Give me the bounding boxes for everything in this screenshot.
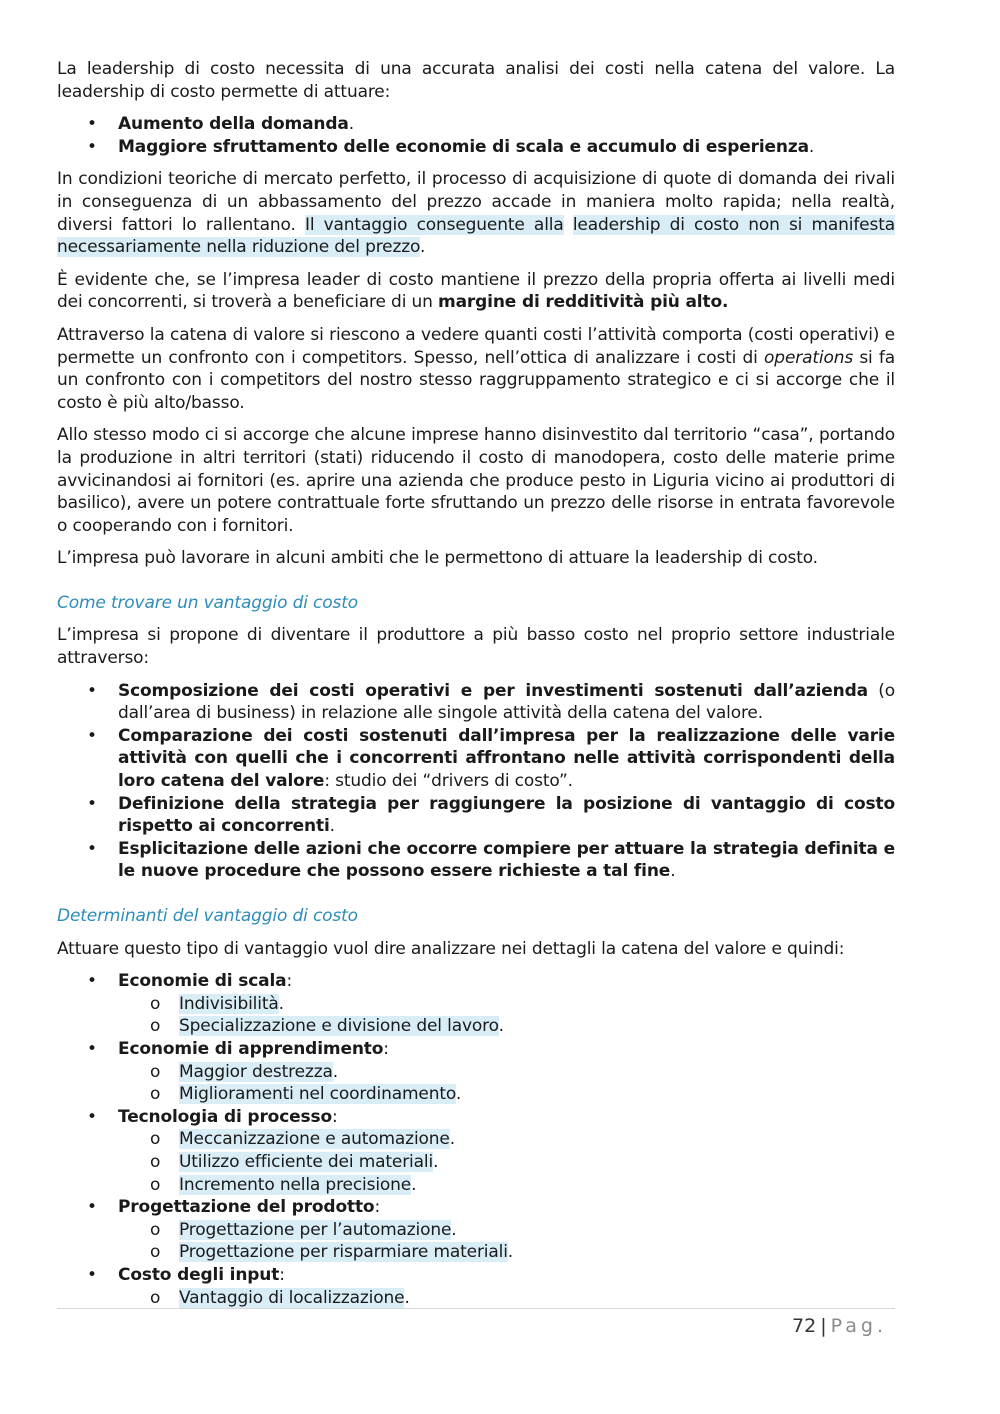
list-item: • Economie di apprendimento: o Maggior destrezza. o Miglioramenti nel coordinamento. xyxy=(57,1038,895,1106)
list-item: • Progettazione del prodotto: o Progettazione per l’automazione. o Progettazione per risparmiare materiali. xyxy=(57,1196,895,1264)
sub-list-item: o Incremento nella precisione. xyxy=(118,1174,895,1197)
paragraph-relocation: Allo stesso modo ci si accorge che alcune imprese hanno disinvestito dal territorio “casa”, portando la produzione in altri territori (stati) riducendo il costo di manodopera, costo delle materie prime avvicinandosi ai fornitori (es. aprire una azienda che produce pesto in Liguria vicino ai produttori di basilico), avere un potere contrattuale forte sfruttando un prezzo delle risorse in entrata favorevole o cooperando con i fornitori. xyxy=(57,425,895,536)
list-item: • Definizione della strategia per raggiungere la posizione di vantaggio di costo rispetto ai concorrenti. xyxy=(57,793,895,838)
bold-text: Costo degli input xyxy=(118,1264,280,1285)
sub-list xyxy=(118,1287,895,1310)
bold-text: Tecnologia di processo xyxy=(118,1106,332,1127)
section-heading: Come trovare un vantaggio di costo xyxy=(57,592,358,613)
sub-list-item: o Miglioramenti nel coordinamento. xyxy=(118,1083,895,1106)
bold-text: Aumento della domanda xyxy=(118,114,349,135)
list-item: • Tecnologia di processo: o Meccanizzazione e automazione. o Utilizzo efficiente dei materiali. o Incremento nella precisione. xyxy=(57,1106,895,1196)
sub-list xyxy=(118,993,895,1038)
bold-text: Comparazione dei costi sostenuti dall’impresa per la realizzazione delle varie attività con quelli che i concorrenti affrontano nelle attività corrispondenti della loro catena del valore xyxy=(118,725,895,792)
list-item: • Costo degli input: o Vantaggio di localizzazione. xyxy=(57,1264,895,1309)
bold-text: Scomposizione dei costi operativi e per investimenti sostenuti dall’azienda xyxy=(118,680,868,701)
paragraph-intro: La leadership di costo necessita di una accurata analisi dei costi nella catena del valore. La leadership di costo permette di attuare: xyxy=(57,59,895,102)
list-item: • Aumento della domanda. xyxy=(57,113,895,136)
page-number xyxy=(792,1315,887,1337)
sub-list-item: o Vantaggio di localizzazione. xyxy=(118,1287,895,1310)
bold-text: Economie di apprendimento xyxy=(118,1038,384,1059)
bold-text: Maggiore sfruttamento delle economie di scala e accumulo di esperienza xyxy=(118,136,809,157)
highlighted-text: Il vantaggio conseguente alla xyxy=(304,214,564,235)
italic-text: operations xyxy=(764,347,854,368)
bold-text: Definizione della strategia per raggiungere la posizione di vantaggio di costo rispetto ai concorrenti xyxy=(118,793,895,837)
bullet-list-steps xyxy=(57,680,895,883)
paragraph-value-chain: Attraverso la catena di valore si riescono a vedere quanti costi l’attività comporta (costi operativi) e permette un confronto con i competitors. Spesso, nell’ottica di analizzare i costi di operations si fa un confronto con i competitors del nostro stesso raggruppamento strategico e ci si accorge che il costo è più alto/basso. xyxy=(57,324,896,413)
sub-list-item: o Indivisibilità. xyxy=(118,993,895,1016)
highlighted-text: leadership di costo non si manifesta necessariamente nella riduzione del prezzo xyxy=(57,214,895,258)
bold-text: Esplicitazione delle azioni che occorre compiere per attuare la strategia definita e le nuove procedure che possono essere richieste a tal fine xyxy=(118,838,895,882)
bullet-list-determinants xyxy=(57,970,895,1309)
paragraph-determinants: Attuare questo tipo di vantaggio vuol dire analizzare nei dettagli la catena del valore e quindi: xyxy=(57,938,845,959)
bold-text: Progettazione del prodotto xyxy=(118,1197,375,1218)
paragraph-market: In condizioni teoriche di mercato perfetto, il processo di acquisizione di quote di domanda dei rivali in conseguenza di un abbassamento del prezzo accade in maniera molto rapida; nella realtà, diversi fattori lo rallentano. Il vantaggio conseguente alla leadership di costo non si manifesta necessariamente nella riduzione del prezzo. xyxy=(57,169,895,258)
sub-list-item: o Specializzazione e divisione del lavoro. xyxy=(118,1015,895,1038)
sub-list-item: o Meccanizzazione e automazione. xyxy=(118,1128,895,1151)
list-item: • Economie di scala: o Indivisibilità. o Specializzazione e divisione del lavoro. xyxy=(57,970,895,1038)
bullet-list-benefits xyxy=(57,113,895,158)
page-number-separator: | xyxy=(820,1315,827,1337)
list-item: • Comparazione dei costi sostenuti dall’impresa per la realizzazione delle varie attività con quelli che i concorrenti affrontano nelle attività corrispondenti della loro catena del valore: studio dei “drivers di costo”. xyxy=(57,725,895,793)
document-page xyxy=(57,58,895,1319)
sub-list-item: o Progettazione per l’automazione. xyxy=(118,1219,895,1242)
sub-list-item: o Progettazione per risparmiare materiali. xyxy=(118,1241,895,1264)
sub-list xyxy=(118,1219,895,1264)
sub-list-item: o Utilizzo efficiente dei materiali. xyxy=(118,1151,895,1174)
sub-list xyxy=(118,1128,895,1196)
page-label: Pag. xyxy=(830,1315,887,1337)
sub-list xyxy=(118,1061,895,1106)
sub-list-item: o Maggior destrezza. xyxy=(118,1061,895,1084)
page-footer xyxy=(57,1308,895,1337)
bold-text: Economie di scala xyxy=(118,971,287,992)
list-item: • Esplicitazione delle azioni che occorre compiere per attuare la strategia definita e le nuove procedure che possono essere richieste a tal fine. xyxy=(57,838,895,883)
paragraph-areas: L’impresa può lavorare in alcuni ambiti che le permettono di attuare la leadership di costo. xyxy=(57,548,818,569)
paragraph-margin: È evidente che, se l’impresa leader di costo mantiene il prezzo della propria offerta ai livelli medi dei concorrenti, si troverà a beneficiare di un margine di redditività più alto. xyxy=(57,269,895,313)
list-item: • Maggiore sfruttamento delle economie di scala e accumulo di esperienza. xyxy=(57,136,895,159)
page-number-value: 72 xyxy=(792,1315,817,1337)
paragraph-producer: L’impresa si propone di diventare il produttore a più basso costo nel proprio settore industriale attraverso: xyxy=(57,625,895,669)
bold-text: margine di redditività più alto. xyxy=(438,292,729,313)
list-item: • Scomposizione dei costi operativi e per investimenti sostenuti dall’azienda (o dall’area di business) in relazione alle singole attività della catena del valore. xyxy=(57,680,895,725)
section-heading: Determinanti del vantaggio di costo xyxy=(57,906,358,926)
